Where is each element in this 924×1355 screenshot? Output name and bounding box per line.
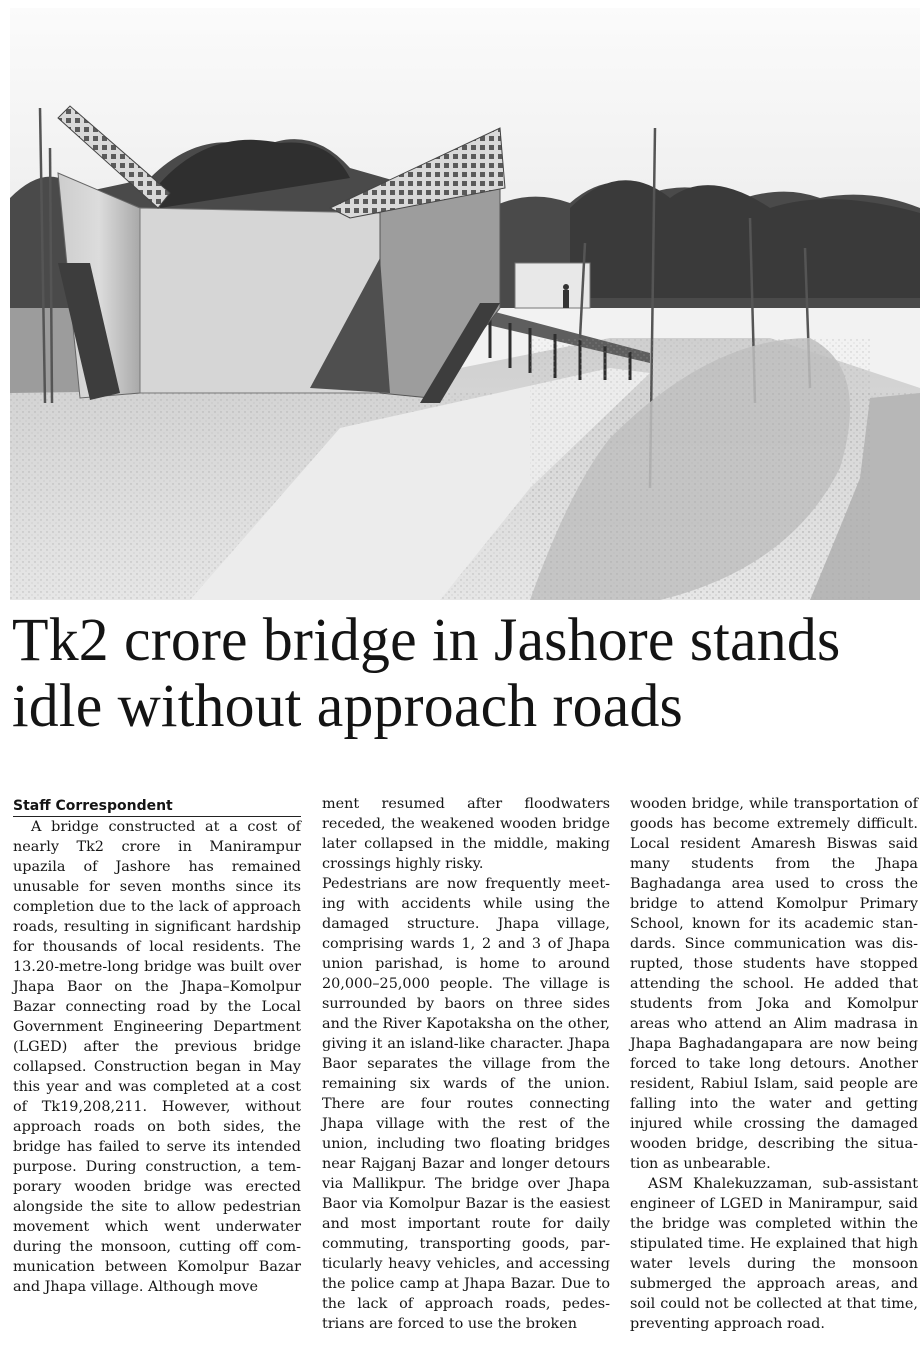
article-paragraph: A bridge constructed at a cost of nearly Tk2 crore in Manirampur upazila of Jashore has remained unusable for seven months since its completion due to the lack of approach roads, resulting in significant hardship for thousands of local residents. The 13.20-metre-long bridge was built over Jhapa Baor on the Jhapa–Komolpur Bazar connecting road by the Local Government Engineering Department (LGED) after the previous bridge collapsed. Construction began in May this year and was completed at a cost of Tk19,208,211. However, without approach roads on both sides, the bridge has failed to serve its intended purpose. During construction, a temporary wooden bridge was erected alongside the site to allow pedestrian movement which went underwater during the monsoon, cutting off communication between Komolpur Bazar and Jhapa village. Although move: [13, 819, 301, 1295]
article-column-2: [322, 794, 610, 1334]
article-column-1: [13, 796, 301, 1297]
bridge-photo: [10, 8, 920, 600]
article-paragraph: ASM Khalekuzzaman, sub-assistant engineer of LGED in Manirampur, said the bridge was completed within the stipulated time. He explained that high water levels during the monsoon submerged the approach areas, and soil could not be collected at that time, preventing approach road.: [630, 1176, 918, 1332]
headline: Tk2 crore bridge in Jashore stands idle without approach roads: [12, 607, 841, 740]
article-paragraph: Pedestrians are now frequently meeting with accidents while using the damaged structure. Jhapa village, comprising wards 1, 2 and 3 of Jhapa union parishad, is home to around 20,000–25,000 people. The village is surrounded by baors on three sides and the River Kapotaksha on the other, giving it an island-like character. Jhapa Baor separates the village from the remaining six wards of the union. There are four routes connecting Jhapa village with the rest of the union, including two floating bridges near Rajganj Bazar and longer detours via Mallikpur. The bridge over Jhapa Baor via Komolpur Bazar is the easiest and most important route for daily commuting, transporting goods, particularly heavy vehicles, and accessing the police camp at Jhapa Bazar. Due to the lack of approach roads, pedestrians are forced to use the broken: [322, 876, 610, 1332]
byline: Staff Correspondent: [13, 796, 301, 817]
article-column-3: [630, 794, 918, 1334]
article-paragraph: wooden bridge, while transportation of goods has become extremely difficult. Local resident Amaresh Biswas said many students from the Jhapa Baghadanga area used to cross the bridge to attend Komolpur Primary School, known for its academic standards. Since communication was disrupted, those students have stopped attending the school. He added that students from Joka and Komolpur areas who attend an Alim madrasa in Jhapa Baghadangapara are now being forced to take long detours. Another resident, Rabiul Islam, said people are falling into the water and getting injured while crossing the damaged wooden bridge, describing the situation as unbearable.: [630, 796, 918, 1172]
article-paragraph-continued: ment resumed after floodwaters receded, the weakened wooden bridge later collapsed in the middle, making crossings highly risky.: [322, 796, 610, 872]
